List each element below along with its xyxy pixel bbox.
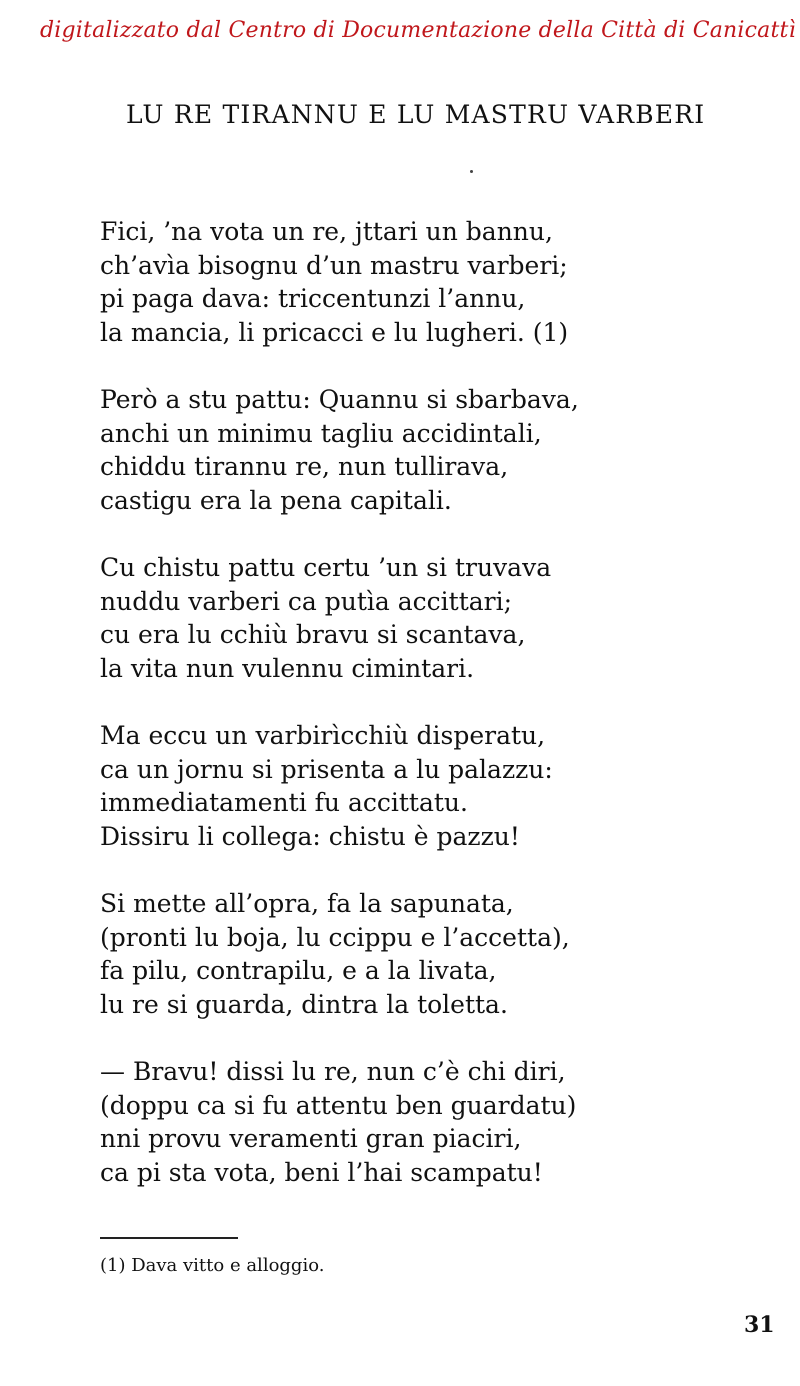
verse-line: Dissiru li collega: chistu è pazzu! (100, 821, 520, 851)
stanza-5 (100, 887, 579, 1021)
stanza-2 (100, 383, 579, 517)
poem-title: LU RE TIRANNU E LU MASTRU VARBERI (126, 100, 706, 129)
verse-line: pi paga dava: triccentunzi l’annu, (100, 284, 526, 313)
verse-line: la vita nun vulennu cimintari. (100, 653, 475, 683)
stanza-1 (100, 215, 579, 349)
verse-line: la mancia, li pricacci e lu lugheri. (1) (100, 317, 569, 347)
verse-line: Però a stu pattu: Quannu si sbarbava, (100, 385, 579, 414)
verse-line: ch’avìa bisognu d’un mastru varberi; (100, 250, 568, 280)
page-number: 31 (744, 1312, 775, 1338)
stanza-3 (100, 551, 579, 685)
verse-line: castigu era la pena capitali. (100, 485, 452, 515)
verse-line: nuddu varberi ca putìa accittari; (100, 586, 513, 616)
verse-line: chiddu tirannu re, nun tullirava, (100, 452, 509, 481)
decorative-dot (470, 170, 473, 173)
stanza-4 (100, 719, 579, 853)
verse-line: (doppu ca si fu attentu ben guardatu) (100, 1090, 577, 1120)
verse-line: Ma eccu un varbirìcchiù disperatu, (100, 721, 546, 750)
verse-line: Cu chistu pattu certu ’un si truvava (100, 553, 552, 582)
poem-body (100, 215, 579, 1223)
digitization-watermark: digitalizzato dal Centro di Documentazione della Città di Canicattì (40, 18, 796, 43)
verse-line: fa pilu, contrapilu, e a la livata, (100, 956, 497, 985)
verse-line: anchi un minimu tagliu accidintali, (100, 418, 542, 448)
verse-line: ca pi sta vota, beni l’hai scampatu! (100, 1157, 543, 1187)
verse-line: Si mette all’opra, fa la sapunata, (100, 889, 514, 918)
stanza-6 (100, 1055, 579, 1189)
footnote-separator (100, 1237, 238, 1239)
footnote: (1) Dava vitto e alloggio. (100, 1255, 325, 1276)
verse-line: ca un jornu si prisenta a lu palazzu: (100, 754, 553, 784)
verse-line: Fici, ’na vota un re, jttari un bannu, (100, 217, 553, 246)
verse-line: — Bravu! dissi lu re, nun c’è chi diri, (100, 1057, 566, 1086)
verse-line: immediatamenti fu accittatu. (100, 788, 468, 817)
verse-line: (pronti lu boja, lu ccippu e l’accetta), (100, 922, 570, 952)
verse-line: nni provu veramenti gran piaciri, (100, 1124, 522, 1153)
verse-line: lu re si guarda, dintra la toletta. (100, 989, 508, 1019)
verse-line: cu era lu cchiù bravu si scantava, (100, 620, 526, 649)
